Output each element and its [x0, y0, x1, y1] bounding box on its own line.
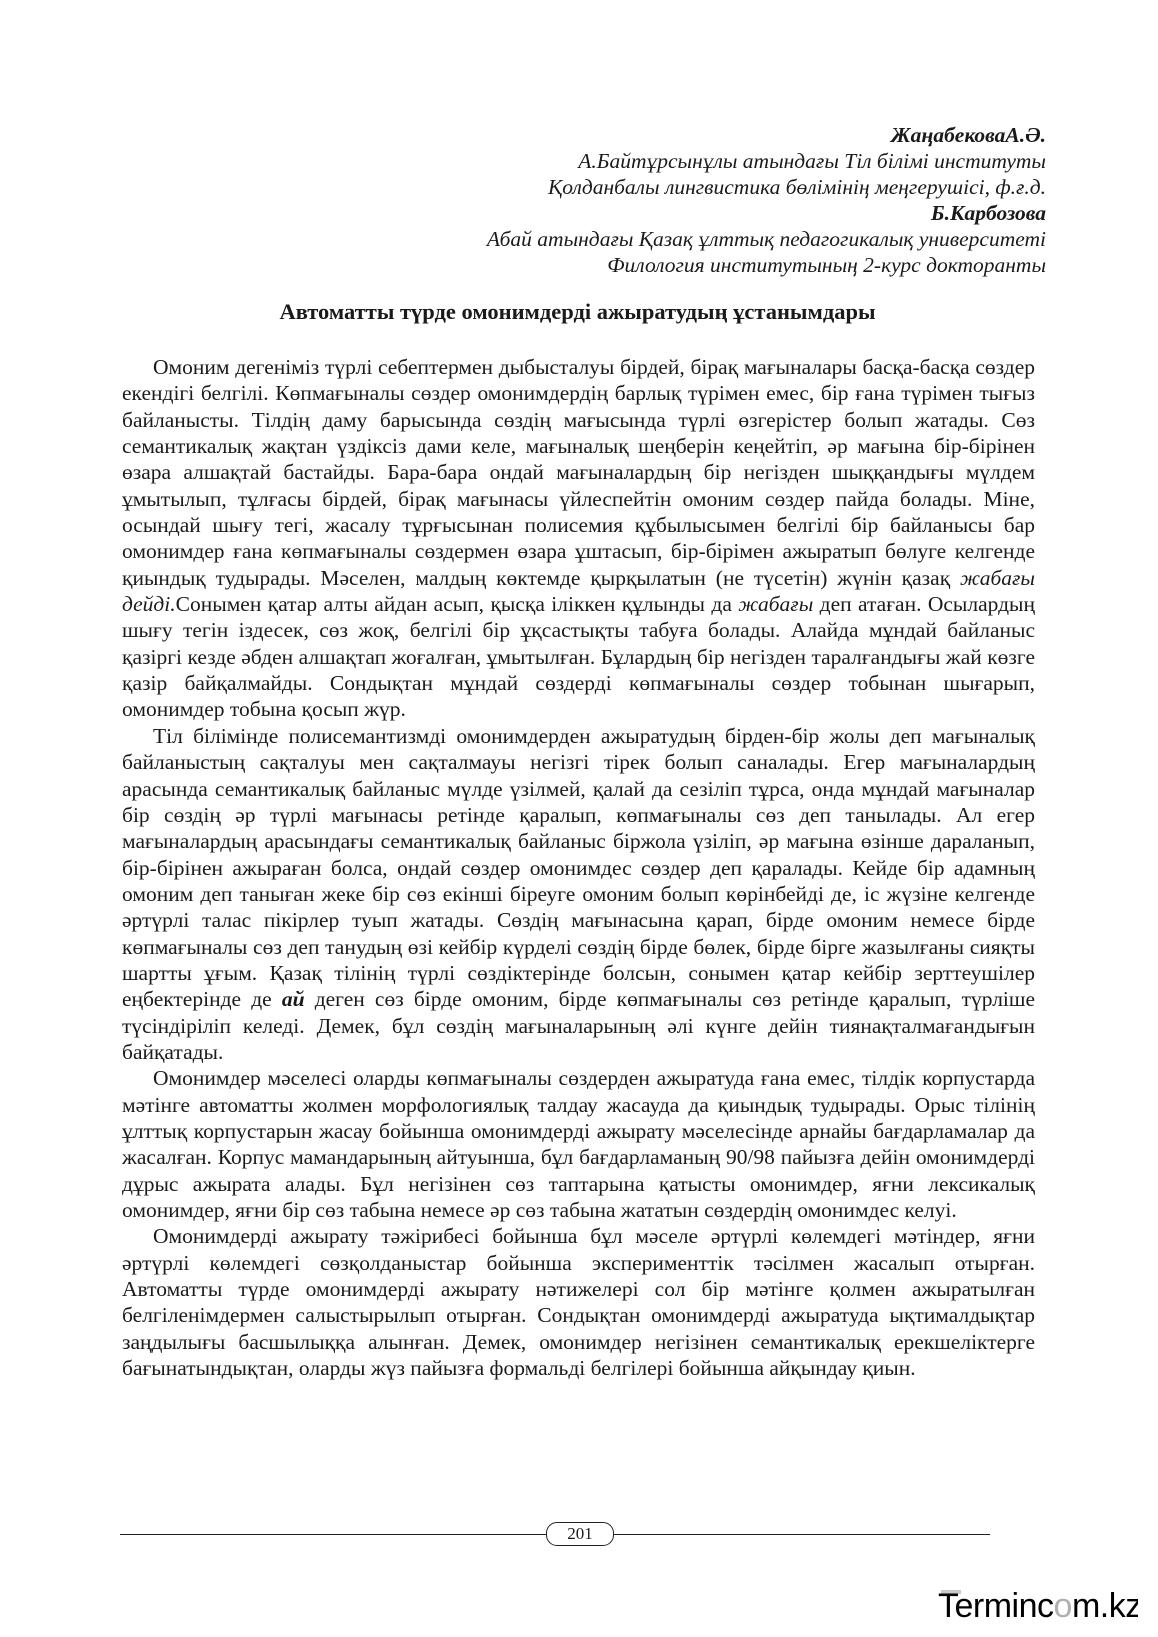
coauthor-affiliation: Абай атындағы Қазақ ұлттық педагогикалық университеті	[486, 227, 1046, 251]
watermark-o: o	[1053, 1587, 1072, 1624]
emphasis-text: жабағы дейді.	[122, 565, 1035, 617]
paragraph-text: Сонымен қатар алты айдан асып, қысқа іліккен құлынды да	[175, 592, 739, 617]
author-position: Қолданбалы лингвистика бөлімінің меңгерушісі, ф.ғ.д.	[547, 175, 1046, 199]
author-block	[246, 122, 1046, 278]
paragraph-text: Омонимдер мәселесі оларды көпмағыналы сөздерден ажыратуда ғана емес, тілдік корпустарда мәтінге автоматты жолмен морфологиялық талдау жасауда да қиындық тудырады. Орыс тілінің ұлттық корпустарын жасау бойынша омонимдерді ажырату мәселесінде арнайы бағдарламалар да жасалған. Корпус мамандарының айтуынша, бұл бағдарламаның 90/98 пайызға дейін омонимдерді дұрыс ажырата алады. Бұл негізінен сөз таптарына қатысты омонимдер, яғни лексикалық омонимдер, яғни бір сөз табына немесе әр сөз табына жататын сөздердің омонимдес келуі.	[122, 1066, 1035, 1222]
body-paragraph	[122, 1065, 1035, 1223]
watermark-prefix: T	[938, 1587, 955, 1624]
svg-text:Termincom.kz	[938, 1587, 1138, 1624]
watermark-suffix: m.kz	[1071, 1587, 1138, 1624]
author-name: ЖаңабековаА.Ә.	[890, 123, 1046, 147]
emphasis-text: жабағы	[738, 592, 814, 617]
page-number: 201	[546, 1522, 614, 1546]
watermark-middle: erminc	[954, 1587, 1054, 1624]
article-body	[122, 354, 1035, 1381]
paragraph-text: деп атаған. Осылардың шығу тегін іздесек, сөз жоқ, белгілі бір ұқсастықты табуға болады. Алайда мұндай байланыс қазіргі кезде әбден алшақтап жоғалған, ұмытылған. Бұлардың бір негізден таралғандығы жай көзге қазір байқалмайды. Сондықтан мұндай сөздерді көпмағыналы сөздер тобынан шығарып, омонимдер тобына қосып жүр.	[122, 592, 1036, 722]
footer-rule-right	[614, 1534, 990, 1535]
coauthor-name: Б.Карбозова	[930, 201, 1046, 225]
emphasis-text: ай	[281, 987, 305, 1012]
paragraph-text: деген сөз бірде омоним, бірде көпмағыналы сөз ретінде қаралып, түрліше түсіндіріліп келеді. Демек, бұл сөздің мағыналарының әлі күнге дейін тиянақталмағандығын байқатады.	[122, 987, 1035, 1064]
body-paragraph	[122, 1223, 1035, 1381]
coauthor-position: Филология институтының 2-курс докторанты	[607, 253, 1046, 277]
article-title: Автоматты түрде омонимдерді ажыратудың ұстанымдары	[279, 299, 876, 324]
paragraph-text: Омоним дегеніміз түрлі себептермен дыбысталуы бірдей, бірақ мағыналары басқа-басқа сөздер екендігі белгілі. Көпмағыналы сөздер омонимдердің барлық түрімен емес, бір ғана түрімен тығыз байланысты. Тілдің даму барысында сөздің мағысында түрлі өзгерістер болып жатады. Сөз семантикалық жақтан үздіксіз дами келе, мағыналық шеңберін кеңейтіп, әр мағына бір-бірінен өзара алшақтай бастайды. Бара-бара ондай мағыналардың бір негізден шыққандығы мүлдем ұмытылып, тұлғасы бірдей, бірақ мағынасы үйлеспейтін омоним сөздер пайда болады. Міне, осындай шығу тегі, жасалу тұрғысынан полисемия құбылысымен белгілі бір байланысы бар омонимдер ғана көпмағыналы сөздермен өзара ұштасып, бір-бірімен ажыратып бөлуге келгенде қиындық тудырады. Мәселен, малдың көктемде қырқылатын (не түсетін) жүнін қазақ	[122, 355, 1035, 590]
body-paragraph	[122, 723, 1035, 1065]
author-affiliation: А.Байтұрсынұлы атындағы Тіл білімі институты	[578, 149, 1046, 173]
paragraph-text: Тіл білімінде полисемантизмді омонимдерден ажыратудың бірден-бір жолы деп мағыналық байланыстың сақталуы мен сақталмауы негізгі тірек болып саналады. Егер мағыналардың арасында семантикалық байланыс мүлде үзілмей, қалай да сезіліп тұрса, онда мұндай мағыналар бір сөздің әр түрлі мағынасы ретінде қаралып, көпмағыналы сөз деп танылады. Ал егер мағыналардың арасындағы семантикалық байланыс біржола үзіліп, әр мағына өзінше дараланып, бір-бірінен ажыраған болса, ондай сөздер омонимдес сөздер деп қаралады. Кейде бір адамның омоним деп таныған жеке бір сөз екінші біреуге омоним болып көрінбейді де, іс жүзіне келгенде әртүрлі талас пікірлер туып жатады. Сөздің мағынасына қарап, бірде омоним немесе бірде көпмағыналы сөз деп танудың өзі кейбір күрделі сөздің бірде бөлек, бірде бірге жазылғаны сияқты шартты ұғым. Қазақ тілінің түрлі сөздіктерінде болсын, сонымен қатар кейбір зерттеушілер еңбектерінде де	[122, 723, 1035, 1012]
paragraph-text: Омонимдерді ажырату тәжірибесі бойынша бұл мәселе әртүрлі көлемдегі мәтіндер, яғни әртүрлі көлемдегі сөзқолданыстар бойынша эксперименттік тәсілмен жасалып отырған. Автоматты түрде омонимдерді ажырату нәтижелері сол бір мәтінге қолмен ажыратылған белгіленімдермен салыстырылып отырған. Сондықтан омонимдерді ажыратуда ықтималдықтар заңдылығы басшылыққа алынған. Демек, омонимдер негізінен семантикалық ерекшеліктерге бағынатындықтан, оларды жүз пайызға формальді белгілері бойынша айқындау қиын.	[122, 1224, 1035, 1381]
footer-rule-left	[120, 1534, 546, 1535]
terminco-watermark	[938, 1584, 1138, 1624]
body-paragraph	[122, 354, 1035, 723]
